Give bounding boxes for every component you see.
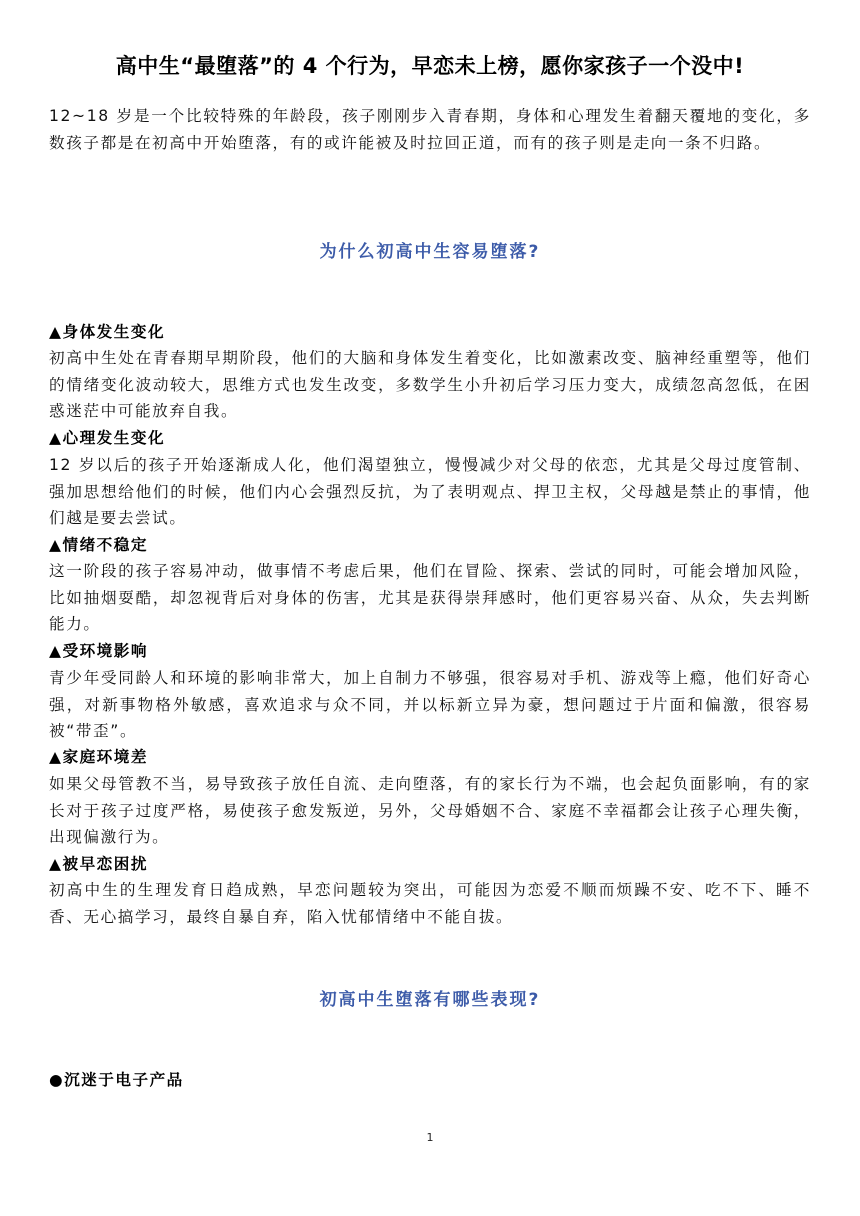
subheading-body-change: ▲身体发生变化 [49, 323, 166, 341]
paragraph-environment: 青少年受同龄人和环境的影响非常大，加上自制力不够强，很容易对手机、游戏等上瘾，他们好奇心强，对新事物格外敏感，喜欢追求与众不同，并以标新立异为豪，想问题过于片面和偏激，很容易被“带歪”。 [49, 669, 811, 740]
subheading-mind-change: ▲心理发生变化 [49, 429, 166, 447]
paragraph-mind-change: 12 岁以后的孩子开始逐渐成人化，他们渴望独立，慢慢减少对父母的依恋，尤其是父母过度管制、强加思想给他们的时候，他们内心会强烈反抗，为了表明观点、捍卫主权，父母越是禁止的事情，他们越是要去尝试。 [49, 456, 811, 527]
section-heading-signs: 初高中生堕落有哪些表现? [319, 990, 541, 1010]
paragraph-family: 如果父母管教不当，易导致孩子放任自流、走向堕落，有的家长行为不端，也会起负面影响，有的家长对于孩子过度严格，易使孩子愈发叛逆，另外，父母婚姻不合、家庭不幸福都会让孩子心理失衡，出现偏激行为。 [49, 775, 811, 846]
paragraph-body-change: 初高中生处在青春期早期阶段，他们的大脑和身体发生着变化，比如激素改变、脑神经重塑等，他们的情绪变化波动较大，思维方式也发生改变，多数学生小升初后学习压力变大，成绩忽高忽低，在困惑迷茫中可能放弃自我。 [49, 349, 811, 420]
page-number: 1 [426, 1131, 434, 1144]
paragraph-early-love: 初高中生的生理发育日趋成熟，早恋问题较为突出，可能因为恋爱不顺而烦躁不安、吃不下、睡不香、无心搞学习，最终自暴自弃，陷入忧郁情绪中不能自拔。 [49, 881, 811, 926]
subheading-electronics: ●沉迷于电子产品 [49, 1071, 184, 1089]
article-title: 高中生“最堕落”的 4 个行为，早恋未上榜，愿你家孩子一个没中! [115, 54, 745, 78]
subheading-family: ▲家庭环境差 [49, 748, 148, 766]
section-heading-why: 为什么初高中生容易堕落? [319, 242, 541, 262]
paragraph-emotion: 这一阶段的孩子容易冲动，做事情不考虑后果，他们在冒险、探索、尝试的同时，可能会增加风险，比如抽烟耍酷，却忽视背后对身体的伤害，尤其是获得崇拜感时，他们更容易兴奋、从众，失去判断能力。 [49, 562, 811, 633]
intro-paragraph: 12~18 岁是一个比较特殊的年龄段，孩子刚刚步入青春期，身体和心理发生着翻天覆地的变化，多数孩子都是在初高中开始堕落，有的或许能被及时拉回正道，而有的孩子则是走向一条不归路。 [49, 107, 811, 152]
subheading-emotion: ▲情绪不稳定 [49, 536, 148, 554]
subheading-early-love: ▲被早恋困扰 [49, 855, 148, 873]
subheading-environment: ▲受环境影响 [49, 642, 148, 660]
